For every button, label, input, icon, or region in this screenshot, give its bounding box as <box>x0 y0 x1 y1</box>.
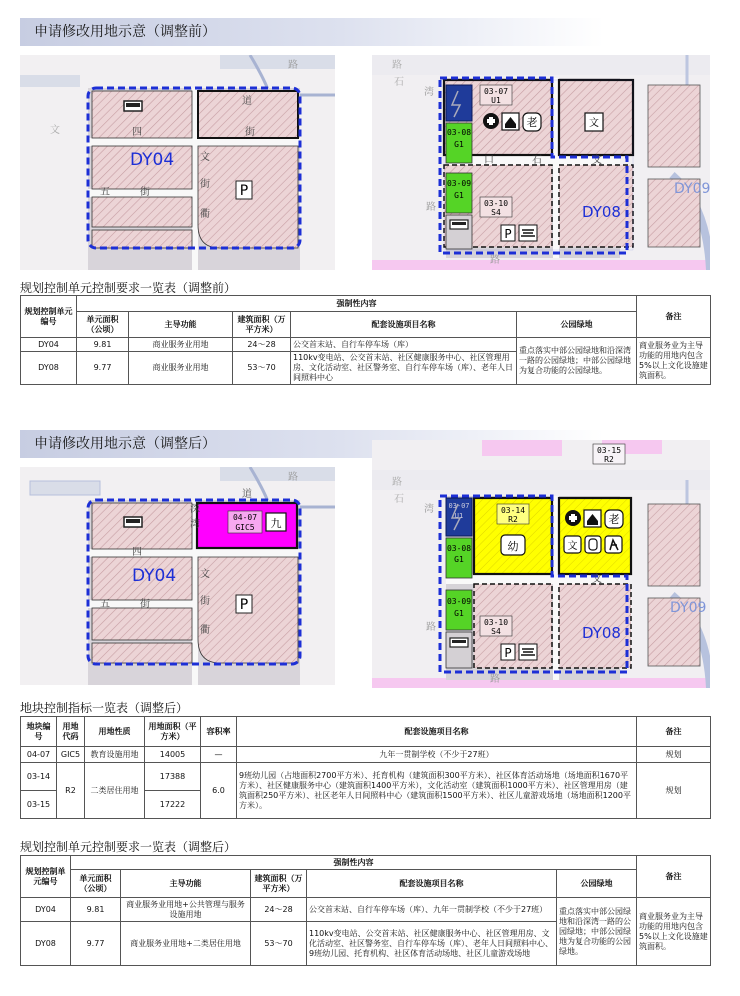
map-label: 路 <box>490 255 500 266</box>
table-cell: 单元面积（公顷） <box>77 312 129 338</box>
table-cell: 重点落实中部公园绿地和沿深湾一路的公园绿地；中部公园绿地为复合功能的公园绿地。 <box>557 898 637 966</box>
map-label: 路 <box>392 60 402 71</box>
table-cell: 主导功能 <box>121 870 251 898</box>
map-label: 四 <box>132 127 142 138</box>
table-cell: 公园绿地 <box>517 312 637 338</box>
table-cell: 规划控制单元编号 <box>21 296 77 338</box>
map-label: G1 <box>454 191 464 200</box>
table-caption-before: 规划控制单元控制要求一览表（调整前） <box>20 281 237 295</box>
map-label: 道 <box>242 489 252 500</box>
map-label: 03-10 <box>483 618 509 627</box>
map-label: 湾 <box>424 87 434 98</box>
unit-label-dy09: DY09 <box>670 600 707 616</box>
map-label: 口 <box>484 155 494 166</box>
elderly-care-icon: 老 <box>608 513 620 526</box>
table-cell: 强制性内容 <box>77 296 637 312</box>
table-cell: 53～70 <box>251 922 307 966</box>
map-label: 街 <box>245 127 255 138</box>
table-cell: 主导功能 <box>129 312 233 338</box>
table-cell: 规划 <box>637 763 711 819</box>
map-label: 03-07 <box>448 502 470 510</box>
map-label: 03-09 <box>446 597 472 606</box>
table-cell: 商业服务业用地+二类居住用地 <box>121 922 251 966</box>
map-label: 03-07 <box>483 87 509 96</box>
table-cell: 备注 <box>637 856 711 898</box>
map-label: 五 <box>100 187 110 198</box>
table-cell: 公交首末站、自行车停车场（库）、九年一贯制学校（不少于27班） <box>307 898 557 922</box>
unit-label-dy08: DY08 <box>582 624 621 642</box>
map-label: 街 <box>200 596 210 607</box>
map-label: R2 <box>508 515 518 524</box>
control-table-after <box>20 855 711 966</box>
table-cell: 9.81 <box>77 338 129 352</box>
unit-label-dy08: DY08 <box>582 203 621 221</box>
map-label: 街 <box>140 187 150 198</box>
table-cell: 用地性质 <box>85 717 145 747</box>
unit-label-dy04: DY04 <box>130 150 175 170</box>
map-label: GIC5 <box>235 523 255 532</box>
table-cell: 二类居住用地 <box>85 763 145 819</box>
childcare-icon <box>585 536 601 553</box>
table-cell: 用地面积（平方米） <box>145 717 201 747</box>
table-cell: GIC5 <box>57 747 85 763</box>
map-label: 03-14 <box>500 506 526 515</box>
map-label: 文 <box>200 569 210 580</box>
table-cell: 配套设施项目名称 <box>237 717 637 747</box>
map-label: 路 <box>490 674 500 685</box>
unit-label-dy04: DY04 <box>132 566 177 586</box>
table-cell: 九年一贯制学校（不少于27班） <box>237 747 637 763</box>
kindergarten-icon: 幼 <box>507 540 519 553</box>
table-cell: 9.81 <box>71 898 121 922</box>
table-cell: 容积率 <box>201 717 237 747</box>
table-cell: DY04 <box>21 898 71 922</box>
table-cell: — <box>201 747 237 763</box>
table-cell: DY08 <box>21 352 77 385</box>
table-cell: 公交首末站、自行车停车场（库） <box>291 338 517 352</box>
map-label: G1 <box>454 555 464 564</box>
table-cell: 建筑面积（万平方米） <box>251 870 307 898</box>
table-cell: 03-14 <box>21 763 57 791</box>
map-label: 文 <box>200 152 210 163</box>
section2-banner: 申请修改用地示意（调整后） <box>20 430 604 458</box>
table-cell: 商业服务业为主导功能的用地内包含5%以上文化设施建筑面积。 <box>637 898 711 966</box>
elderly-care-icon: 老 <box>526 116 538 129</box>
map-label: 文 <box>50 125 60 136</box>
map-label: R2 <box>604 455 614 464</box>
map-label: 文 <box>592 155 602 166</box>
map-label: 衢 <box>200 625 210 636</box>
school-icon: 九 <box>270 517 282 530</box>
parking-icon: P <box>504 227 512 241</box>
table-cell: 商业服务业用地 <box>129 338 233 352</box>
control-table-before <box>20 295 711 385</box>
map-label: G1 <box>454 140 464 149</box>
map-label: 03-08 <box>446 544 472 553</box>
table-caption-after: 规划控制单元控制要求一览表（调整后） <box>20 840 237 854</box>
table-cell: 建筑面积（万平方米） <box>233 312 291 338</box>
table-cell: 24～28 <box>251 898 307 922</box>
map-label: U1 <box>491 96 501 105</box>
table-cell: 地块编号 <box>21 717 57 747</box>
sports-icon <box>605 536 622 553</box>
table-cell: 110kv变电站、公交首末站、社区健康服务中心、社区管理用房、文化活动室、社区警务室、自行车停车场（库）、老年人日间照料中心 <box>291 352 517 385</box>
table-cell: 规划控制单元编号 <box>21 856 71 898</box>
medical-cross-icon <box>483 113 499 129</box>
table-cell: 规划 <box>637 747 711 763</box>
table-cell: 公园绿地 <box>557 870 637 898</box>
table-cell: 备注 <box>637 296 711 338</box>
map-label: 石 <box>394 77 404 88</box>
map-label: 路 <box>426 202 436 213</box>
map-label: 03-09 <box>446 179 472 188</box>
map-label: 湾 <box>190 519 200 530</box>
map-label: G1 <box>454 609 464 618</box>
map-label: 四 <box>132 547 142 558</box>
parking-icon: P <box>504 646 512 660</box>
table-cell: 53～70 <box>233 352 291 385</box>
medical-cross-icon <box>565 510 581 526</box>
map-label: 湾 <box>424 504 434 515</box>
map-before-left <box>20 55 335 270</box>
section1-banner: 申请修改用地示意（调整前） <box>20 18 604 46</box>
map-after-left <box>20 467 335 685</box>
parking-icon: P <box>239 597 249 613</box>
map-label: 03-15 <box>596 446 622 455</box>
map-label: U1 <box>454 512 464 520</box>
map-label: 石 <box>532 155 542 166</box>
map-label: 深 <box>190 504 200 515</box>
table-cell: 24～28 <box>233 338 291 352</box>
table-cell: 9.77 <box>77 352 129 385</box>
table-cell: 商业服务业为主导功能的用地内包含5%以上文化设施建筑面积。 <box>637 338 711 385</box>
map-label: 文 <box>592 574 602 585</box>
table-cell: DY08 <box>21 922 71 966</box>
culture-icon: 文 <box>589 118 599 129</box>
table-cell: DY04 <box>21 338 77 352</box>
map-label: 街 <box>140 599 150 610</box>
table-cell: 110kv变电站、公交首末站、社区健康服务中心、社区管理用房、文化活动室、社区警务室、自行车停车场（库）、老年人日间照料中心、9班幼儿园、托育机构、社区体育活动场地、社区儿童游戏场地 <box>307 922 557 966</box>
map-after-right <box>372 440 710 688</box>
map-label: 路 <box>426 622 436 633</box>
unit-label-dy09: DY09 <box>674 181 710 197</box>
plot-table-caption: 地块控制指标一览表（调整后） <box>20 701 189 715</box>
table-cell: 商业服务业用地 <box>129 352 233 385</box>
table-cell: 单元面积（公顷） <box>71 870 121 898</box>
community-house-icon <box>584 510 601 527</box>
map-label: 04-07 <box>232 513 258 522</box>
table-cell: 强制性内容 <box>71 856 637 870</box>
map-label: 路 <box>288 472 298 483</box>
parking-icon: P <box>239 183 249 199</box>
table-cell: 9班幼儿园（占地面积2700平方米）、托育机构（建筑面积300平方米）、社区体育活动场地（场地面积1670平方米）、社区健康服务中心（建筑面积1400平方米），文化活动室（建筑面积1000平方米）、社区管理用房（建筑面积250平方米）、社区老年人日间照料中心（建筑面积1500平方米）、社区儿童游戏场地（场地面积1200平方米）。 <box>237 763 637 819</box>
table-cell: 商业服务业用地+公共管理与服务设施用地 <box>121 898 251 922</box>
map-label: 道 <box>242 96 252 107</box>
table-cell: 03-15 <box>21 791 57 819</box>
table-cell: R2 <box>57 763 85 819</box>
plot-control-table <box>20 716 711 819</box>
map-label: S4 <box>491 627 501 636</box>
map-label: 五 <box>100 599 110 610</box>
table-cell: 用地代码 <box>57 717 85 747</box>
community-house-icon <box>502 113 519 130</box>
map-label: 衢 <box>200 209 210 220</box>
map-label: 街 <box>200 179 210 190</box>
table-cell: 14005 <box>145 747 201 763</box>
map-label: 路 <box>288 60 298 71</box>
map-label: 03-08 <box>446 128 472 137</box>
table-cell: 6.0 <box>201 763 237 819</box>
table-cell: 17388 <box>145 763 201 791</box>
table-cell: 重点落实中部公园绿地和沿深湾一路的公园绿地；中部公园绿地为复合功能的公园绿地。 <box>517 338 637 385</box>
culture-icon: 文 <box>567 541 578 552</box>
table-cell: 教育设施用地 <box>85 747 145 763</box>
table-cell: 配套设施项目名称 <box>307 870 557 898</box>
map-label: 路 <box>392 477 402 488</box>
map-before-right <box>372 55 710 270</box>
map-label: S4 <box>491 208 501 217</box>
table-cell: 备注 <box>637 717 711 747</box>
map-label: 石 <box>394 494 404 505</box>
map-label: 03-10 <box>483 199 509 208</box>
table-cell: 配套设施项目名称 <box>291 312 517 338</box>
table-cell: 9.77 <box>71 922 121 966</box>
table-cell: 04-07 <box>21 747 57 763</box>
table-cell: 17222 <box>145 791 201 819</box>
